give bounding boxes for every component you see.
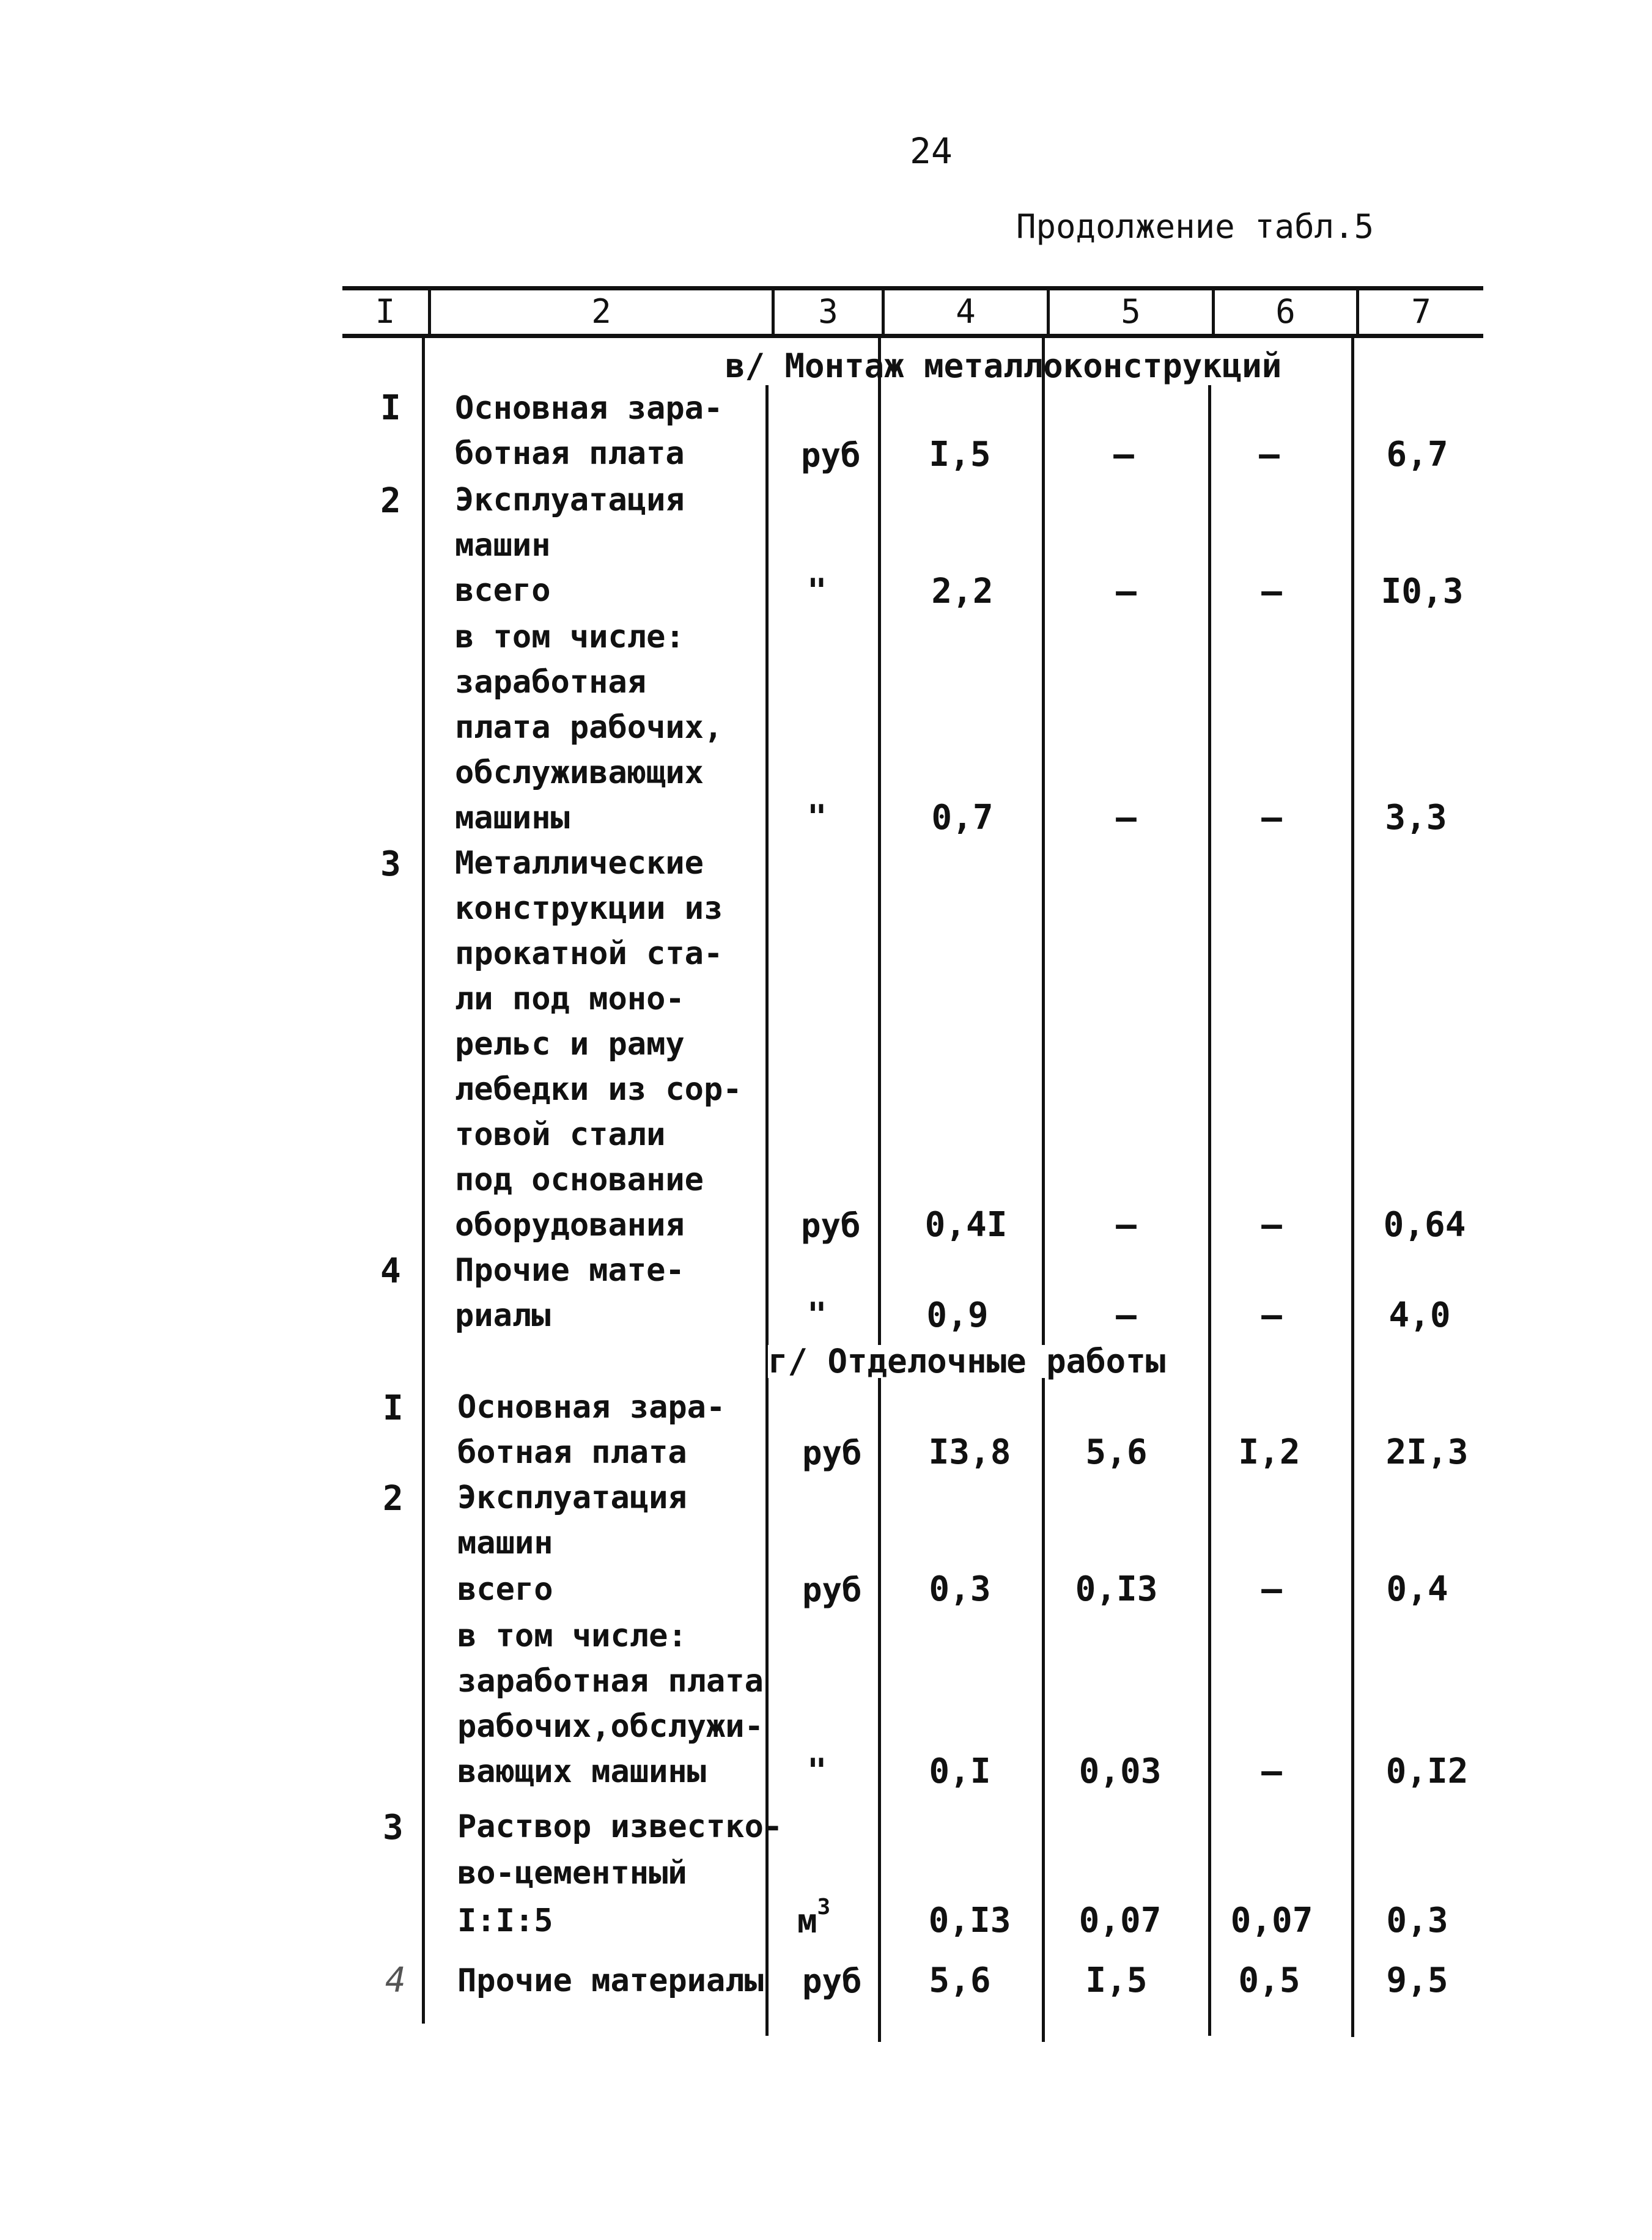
row-description-line: лебедки из сор- <box>455 1071 742 1108</box>
row-value-col6: 0,07 <box>1230 1901 1313 1940</box>
row-number: I <box>380 388 401 428</box>
row-unit: $м^3$ <box>797 1895 831 1940</box>
row-value-col5: 0,I3 <box>1075 1569 1158 1609</box>
row-number: 2 <box>380 481 401 521</box>
row-description-line: прокатной ста- <box>455 935 723 972</box>
row-description-line: машин <box>455 527 551 564</box>
row-value-col7: 0,64 <box>1383 1205 1466 1245</box>
row-value-col4: 0,9 <box>926 1295 989 1335</box>
row-value-col5: – <box>1116 798 1137 838</box>
row-value-col7: 2I,3 <box>1385 1432 1469 1472</box>
row-description-line: Прочие мате- <box>455 1252 685 1289</box>
row-description-line: машин <box>457 1525 553 1561</box>
section-title-steel: в/ Монтаж металлоконструкций <box>725 347 1282 385</box>
row-value-col6: 0,5 <box>1238 1961 1300 2000</box>
header-col-5: 5 <box>1121 292 1141 331</box>
row-unit: руб <box>801 1206 861 1245</box>
row-value-col6: – <box>1261 798 1282 838</box>
row-value-col7: 4,0 <box>1388 1295 1451 1335</box>
row-value-col5: – <box>1113 435 1134 474</box>
row-unit: руб <box>802 1571 862 1609</box>
row-description-line: конструкции из <box>455 890 723 927</box>
row-value-col4: 0,I3 <box>928 1901 1011 1940</box>
row-value-col4: 2,2 <box>931 572 994 611</box>
row-value-col5: 0,03 <box>1079 1752 1162 1791</box>
row-value-col6: – <box>1261 1752 1282 1791</box>
row-value-col4: 0,4I <box>924 1205 1008 1245</box>
row-unit: " <box>807 1295 827 1334</box>
row-unit: руб <box>802 1962 862 2000</box>
body-divider-col6 <box>1351 337 1354 2037</box>
body-divider-col3 <box>878 337 881 2042</box>
row-number: 4 <box>380 1251 401 1291</box>
row-description-line: всего <box>457 1571 553 1608</box>
body-divider-col4 <box>1042 337 1045 2042</box>
page-number: 24 <box>910 130 953 172</box>
row-unit: " <box>807 1752 827 1790</box>
row-description-line: Металлические <box>455 845 704 882</box>
row-value-col4: 0,I <box>929 1752 991 1791</box>
row-number: 2 <box>383 1479 404 1519</box>
row-description-line: ботная плата <box>457 1434 687 1471</box>
header-col-7: 7 <box>1411 292 1431 331</box>
row-value-col6: – <box>1261 1569 1282 1609</box>
row-number: 3 <box>380 844 401 884</box>
row-description-line: Основная зара- <box>455 390 723 427</box>
row-description-line: оборудования <box>455 1207 685 1243</box>
row-description-line: товой стали <box>455 1116 666 1153</box>
row-value-col7: 0,3 <box>1386 1901 1448 1940</box>
row-value-col7: 3,3 <box>1385 798 1447 838</box>
row-description-line: обслуживающих <box>455 754 704 791</box>
row-description-line: под основание <box>455 1162 704 1198</box>
row-description-line: заработная <box>455 664 647 701</box>
row-description-line: риалы <box>455 1297 551 1334</box>
row-value-col7: 9,5 <box>1386 1961 1448 2000</box>
body-divider-col1 <box>422 337 425 2024</box>
row-value-col4: 0,3 <box>929 1569 991 1609</box>
row-value-col4: 0,7 <box>931 798 994 838</box>
header-col-2: 2 <box>591 292 611 331</box>
row-unit: руб <box>801 436 861 474</box>
row-description-line: в том числе: <box>457 1618 687 1654</box>
section-title-finishing: г/ Отделочные работы <box>768 1342 1166 1380</box>
body-divider-col2 <box>765 385 769 2036</box>
table-continuation-label: Продолжение табл.5 <box>1016 207 1374 246</box>
row-value-col5: – <box>1116 572 1137 611</box>
row-number: 4 <box>385 1961 406 2000</box>
row-number: 3 <box>383 1808 404 1848</box>
row-value-col6: – <box>1261 1205 1282 1245</box>
row-description-line: вающих машины <box>457 1753 706 1790</box>
row-value-col5: 5,6 <box>1085 1432 1148 1472</box>
row-description-line: рельс и раму <box>455 1026 685 1063</box>
row-value-col7: I0,3 <box>1381 572 1464 611</box>
row-description-line: в том числе: <box>455 619 685 655</box>
row-value-col5: 0,07 <box>1079 1901 1162 1940</box>
row-value-col6: – <box>1259 435 1280 474</box>
row-unit: " <box>807 572 827 610</box>
row-description-line: Эксплуатация <box>455 482 685 518</box>
row-unit: " <box>807 798 827 836</box>
row-description-line: ботная плата <box>455 435 685 472</box>
row-description-line: всего <box>455 572 551 609</box>
row-description-line: во-цементный <box>457 1855 687 1892</box>
row-description-line: Основная зара- <box>457 1389 726 1426</box>
row-value-col4: I3,8 <box>928 1432 1011 1472</box>
row-value-col5: – <box>1116 1205 1137 1245</box>
row-description-line: машины <box>455 800 570 836</box>
row-value-col5: I,5 <box>1085 1961 1148 2000</box>
header-col-4: 4 <box>956 292 976 331</box>
row-description-line: ли под моно- <box>455 981 685 1017</box>
row-description-line: рабочих,обслужи- <box>457 1708 764 1745</box>
body-divider-col5 <box>1208 385 1211 2036</box>
row-description-line: I:I:5 <box>457 1903 553 1939</box>
row-number: I <box>383 1388 404 1428</box>
row-value-col7: 0,4 <box>1386 1569 1448 1609</box>
header-col-3: 3 <box>818 292 838 331</box>
row-description-line: Прочие материалы <box>457 1962 764 1999</box>
row-value-col6: I,2 <box>1238 1432 1300 1472</box>
row-value-col4: 5,6 <box>929 1961 991 2000</box>
row-description-line: Раствор известко- <box>457 1808 783 1845</box>
row-value-col7: 6,7 <box>1386 435 1448 474</box>
header-col-6: 6 <box>1275 292 1296 331</box>
row-value-col6: – <box>1261 572 1282 611</box>
row-value-col6: – <box>1261 1295 1282 1335</box>
row-description-line: Эксплуатация <box>457 1479 687 1516</box>
row-description-line: заработная плата <box>457 1663 764 1700</box>
row-unit: руб <box>802 1434 862 1472</box>
header-col-1: I <box>375 292 396 331</box>
row-value-col4: I,5 <box>929 435 991 474</box>
row-description-line: плата рабочих, <box>455 709 723 746</box>
row-value-col5: – <box>1116 1295 1137 1335</box>
row-value-col7: 0,I2 <box>1385 1752 1469 1791</box>
